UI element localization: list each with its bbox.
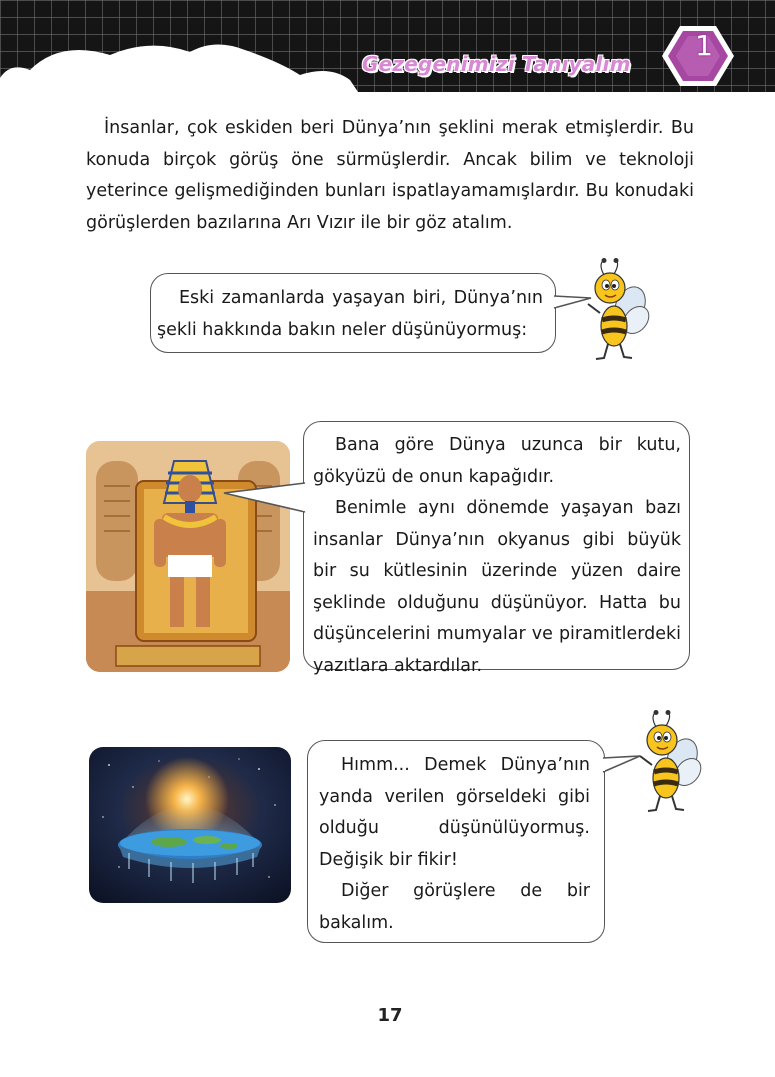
pharaoh-illustration: [86, 441, 290, 672]
speech-bubble-pharaoh: [303, 421, 690, 676]
intro-text: İnsanlar, çok eskiden beri Dünya’nın şeklini merak etmişlerdir. Bu konuda birçok görüş öne sürmüşlerdir. Ancak bilim ve teknoloji yeterince gelişmediğinden bunları ispatlayamamışlardır. Bu konudaki görüşlerden bazılarına Arı Vızır ile bir göz atalım.: [86, 118, 694, 233]
speech-bubble-bee-1: [150, 273, 556, 353]
speech-bubble-bee-2: [307, 740, 605, 943]
bubble-2-paragraph-2: Benimle aynı dönemde yaşayan bazı insanlar Dünya’nın okyanus gibi büyük bir su kütlesinin üzerinde yüzen daire şeklinde olduğunu düşünüyor. Hatta bu düşüncelerini mumyalar ve piramitlerdeki yazıtlara aktardılar.: [313, 498, 681, 676]
header-grid-banner: [0, 0, 775, 95]
page-header: [0, 0, 775, 95]
page-number: 17: [377, 1005, 403, 1026]
chapter-number: 1: [695, 29, 713, 62]
bee-character-icon: [632, 710, 704, 815]
chapter-title: Gezegenimizi Tanıyalım: [362, 52, 631, 76]
flat-earth-illustration-icon: [89, 747, 291, 903]
flat-earth-illustration: [89, 747, 291, 903]
bubble-2-paragraph-1: Bana göre Dünya uzunca bir kutu, gökyüzü de onun kapağıdır.: [313, 435, 681, 487]
bubble-2-tail: [222, 478, 306, 520]
intro-paragraph: [86, 113, 694, 239]
bubble-1-text: Eski zamanlarda yaşayan biri, Dünya’nın şekli hakkında bakın neler düşünüyormuş:: [157, 288, 543, 340]
pharaoh-illustration-icon: [86, 441, 290, 672]
bee-character-icon: [580, 258, 652, 363]
bubble-3-paragraph-2: Diğer görüşlere de bir bakalım.: [319, 881, 590, 933]
bubble-3-paragraph-1: Hımm... Demek Dünya’nın yanda verilen görseldeki gibi olduğu düşünülüyormuş. Değişik bir fikir!: [319, 755, 590, 870]
